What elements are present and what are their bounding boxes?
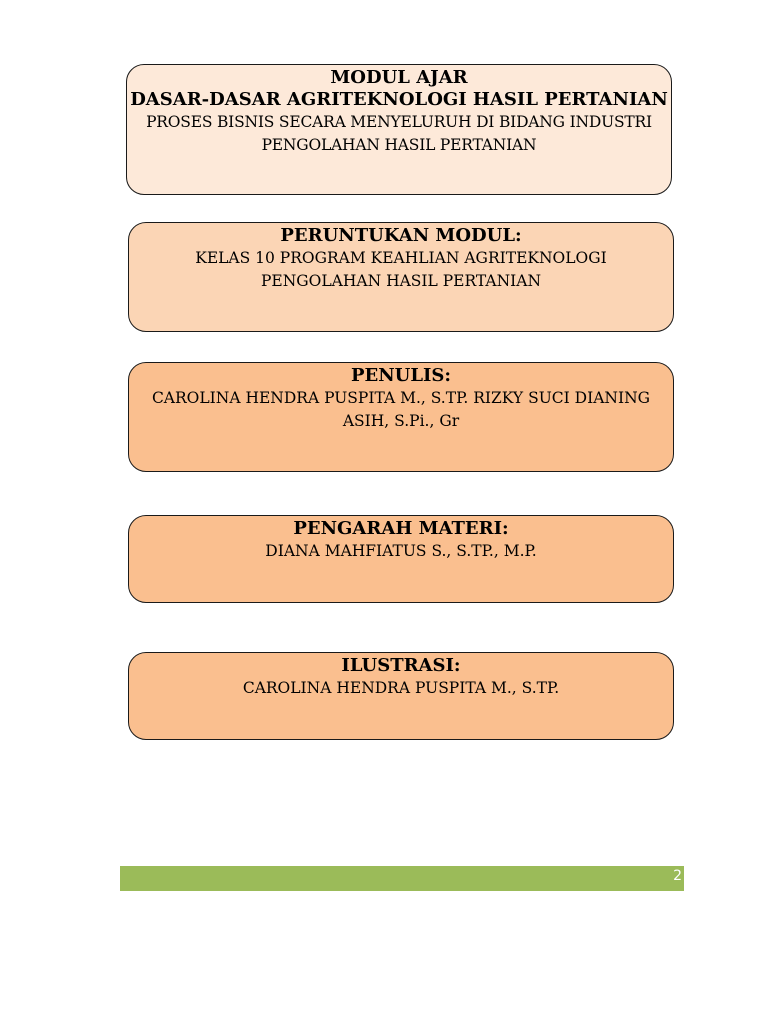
illustrator-name: CAROLINA HENDRA PUSPITA M., S.TP. <box>242 679 560 697</box>
cover-title-box <box>126 64 672 195</box>
topic-line-1: PROSES BISNIS SECARA MENYELURUH DI BIDANG INDUSTRI <box>146 113 652 131</box>
illustration-heading: ILUSTRASI: <box>341 655 461 676</box>
authors-line-2: ASIH, S.Pi., Gr <box>342 412 460 430</box>
illustration-box <box>128 652 674 740</box>
material-director-heading: PENGARAH MATERI: <box>293 518 509 539</box>
audience-heading: PERUNTUKAN MODUL: <box>280 225 522 246</box>
topic-line-2: PENGOLAHAN HASIL PERTANIAN <box>261 136 537 154</box>
module-audience-box <box>128 222 674 332</box>
material-director-name: DIANA MAHFIATUS S., S.TP., M.P. <box>265 542 537 560</box>
footer-bar <box>120 866 684 891</box>
authors-heading: PENULIS: <box>350 365 452 386</box>
authors-line-1: CAROLINA HENDRA PUSPITA M., S.TP. RIZKY SUCI DIANING <box>151 389 651 407</box>
material-director-box <box>128 515 674 603</box>
audience-line-1: KELAS 10 PROGRAM KEAHLIAN AGRITEKNOLOGI <box>195 249 607 267</box>
module-type-title: MODUL AJAR <box>330 67 468 88</box>
audience-line-2: PENGOLAHAN HASIL PERTANIAN <box>260 272 542 290</box>
authors-box <box>128 362 674 472</box>
subject-title: DASAR-DASAR AGRITEKNOLOGI HASIL PERTANIAN <box>130 89 668 110</box>
page-number: 2 <box>673 868 682 884</box>
